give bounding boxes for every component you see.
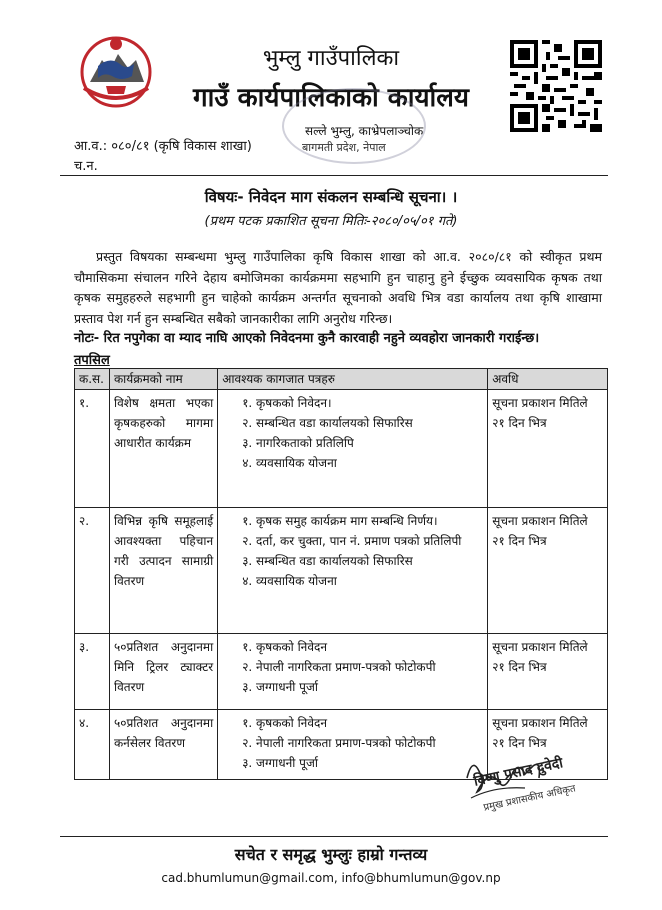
footer-emails: cad.bhumlumun@gmail.com, info@bhumlumun@gov.np — [161, 871, 501, 885]
document-item: १. कृषकको निवेदन — [242, 640, 328, 654]
document-item: १. कृषकको निवेदन — [242, 716, 328, 730]
footer-slogan: सचेत र समृद्ध भुम्लुः हाम्रो गन्तव्य — [234, 845, 428, 864]
header-sn: क.स. — [75, 369, 110, 390]
row-program: विभिन्न कृषि समूहलाई आवश्यक्ता पहिचान गरी उत्पादन सामाग्री वितरण — [109, 508, 217, 634]
address-line-1: सल्ले भुम्लु, काभ्रेपलाञ्चोक — [305, 124, 424, 138]
row-period: सूचना प्रकाशन मितिले २१ दिन भित्र — [488, 634, 608, 710]
program-schedule-table — [74, 368, 608, 780]
table-row — [75, 634, 608, 710]
document-item: २. नेपाली नागरिकता प्रमाण-पत्रको फोटोकपी — [242, 660, 436, 674]
header-period: अवधि — [488, 369, 608, 390]
fiscal-year-reference: आ.व.: ०८०/८१ (कृषि विकास शाखा) — [74, 139, 252, 154]
document-item: ३. जग्गाधनी पूर्जा — [242, 756, 318, 770]
signatory-title: प्रमुख प्रशासकीय अधिकृत — [482, 783, 577, 814]
document-item: २. दर्ता, कर चुक्ता, पान नं. प्रमाण पत्रको प्रतिलिपी — [242, 534, 462, 548]
row-sn: २. — [75, 508, 110, 634]
schedule-label: तपसिल — [74, 353, 110, 368]
first-published-note: (प्रथम पटक प्रकाशित सूचना मितिः-२०८०/०५/०१ गते) — [204, 214, 458, 229]
municipality-name: भुम्लु गाउँपालिका — [262, 46, 400, 71]
signatory-name: विष्णु प्रसाद दुवेदी — [472, 755, 565, 790]
row-period: सूचना प्रकाशन मितिले २१ दिन भित्र — [488, 390, 608, 508]
document-item: १. कृषकको निवेदन। — [242, 396, 332, 410]
document-item: २. नेपाली नागरिकता प्रमाण-पत्रको फोटोकपी — [242, 736, 436, 750]
footer-divider — [60, 836, 608, 837]
row-documents — [218, 508, 488, 634]
table-row — [75, 390, 608, 508]
notice-subject: विषयः- निवेदन माग संकलन सम्बन्धि सूचना। । — [204, 188, 458, 206]
row-sn: १. — [75, 390, 110, 508]
document-item: ३. नागरिकताको प्रतिलिपि — [242, 436, 354, 450]
row-documents — [218, 634, 488, 710]
address-line-2: बागमती प्रदेश, नेपाल — [302, 141, 386, 154]
header-divider — [60, 175, 608, 176]
table-header-row — [75, 369, 608, 390]
notice-note: नोटः- रित नपुगेका वा म्याद नाघि आएको निवेदनमा कुनै कारवाही नहुने व्यवहोरा जानकारी गराईन्छ। — [74, 331, 540, 346]
header-program: कार्यक्रमको नाम — [109, 369, 217, 390]
row-sn: ३. — [75, 634, 110, 710]
row-documents — [218, 390, 488, 508]
dispatch-number: च.न. — [74, 159, 98, 174]
row-documents — [218, 710, 488, 780]
office-name: गाउँ कार्यपालिकाको कार्यालय — [193, 83, 469, 113]
header-documents: आवश्यक कागजात पत्रहरु — [218, 369, 488, 390]
table-row — [75, 508, 608, 634]
document-item: २. सम्बन्धित वडा कार्यालयको सिफारिस — [242, 416, 413, 430]
row-program: ५०प्रतिशत अनुदानमा मिनि ट्रिलर ट्याक्टर वितरण — [109, 634, 217, 710]
row-period: सूचना प्रकाशन मितिले २१ दिन भित्र — [488, 508, 608, 634]
row-sn: ४. — [75, 710, 110, 780]
row-program: विशेष क्षमता भएका कृषकहरुको मागमा आधारीत कार्यक्रम — [109, 390, 217, 508]
document-item: ४. व्यवसायिक योजना — [242, 456, 337, 470]
row-period: सूचना प्रकाशन मितिले २१ दिन भित्र — [488, 710, 608, 780]
document-item: १. कृषक समुह कार्यक्रम माग सम्बन्धि निर्णय। — [242, 514, 438, 528]
document-item: ३. सम्बन्धित वडा कार्यालयको सिफारिस — [242, 554, 413, 568]
row-program: ५०प्रतिशत अनुदानमा कर्नसेलर वितरण — [109, 710, 217, 780]
notice-body: प्रस्तुत विषयका सम्बन्धमा भुम्लु गाउँपालिका कृषि विकास शाखा को आ.व. २०८०/८१ को स्वीकृत प्रथम चौमासिकमा संचालन गरिने देहाय बमोजिमका कार्यक्रममा सहभागि हुन चाहानु हुने ईच्छुक व्यवसायिक कृषक तथा कृषक समुहहरुले सहभागी हुन चाहेको कार्यक्रम अन्तर्गत सूचनाको अवधि भित्र वडा कार्यालय तथा कृषि शाखामा प्रस्ताव पेश गर्न हुन सम्बन्धित सबैको जानकारीका लागि अनुरोध गरिन्छ। — [74, 249, 602, 326]
document-item: ३. जग्गाधनी पूर्जा — [242, 680, 318, 694]
document-item: ४. व्यवसायिक योजना — [242, 574, 337, 588]
